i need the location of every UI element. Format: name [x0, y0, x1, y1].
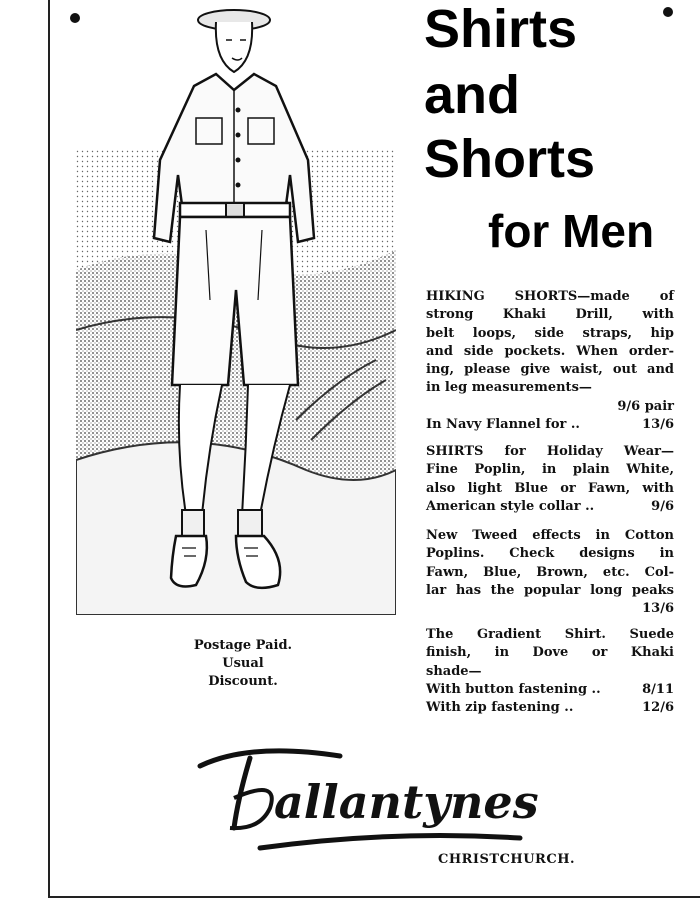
left-border-rule: [48, 0, 50, 898]
headline-for-men: for Men: [488, 205, 655, 257]
shirts-line: Fine Poplin, in plain White,: [426, 462, 674, 478]
gradient-shirt-block: [426, 626, 674, 717]
hiking-line: ing, please give waist, out and: [426, 362, 674, 378]
shirts-line: SHIRTS for Holiday Wear—: [426, 444, 674, 459]
button-fastening-price: 8/11: [642, 681, 674, 697]
flannel-row: [426, 416, 674, 434]
hiking-line: strong Khaki Drill, with: [426, 307, 674, 323]
tweed-price: 13/6: [642, 601, 674, 617]
print-dot-right: [663, 7, 673, 17]
zip-fastening-row: [426, 699, 674, 717]
man-in-shirt-and-shorts-illustration: [76, 0, 396, 615]
flannel-label: In Navy Flannel for ..: [426, 417, 580, 433]
collar-label: American style collar ..: [426, 498, 595, 514]
zip-fastening-price: 12/6: [642, 700, 674, 716]
tweed-line: Fawn, Blue, Brown, etc. Col-: [426, 564, 674, 580]
bottom-border-rule: [48, 896, 700, 898]
headline-shorts: Shorts: [424, 129, 596, 189]
zip-fastening-label: With zip fastening ..: [426, 700, 574, 716]
button-fastening-label: With button fastening ..: [426, 681, 601, 697]
postage-paid: Postage Paid.: [193, 638, 293, 653]
headline-shirts: Shirts: [424, 0, 578, 59]
hiking-last-line: in leg measurements—: [426, 380, 592, 396]
gradient-line: finish, in Dove or Khaki: [426, 645, 674, 661]
tweed-line: lar has the popular long peaks: [426, 582, 674, 598]
hiking-line: belt loops, side straps, hip: [426, 325, 674, 341]
hiking-line: and side pockets. When order-: [426, 343, 674, 359]
collar-price: 9/6: [651, 498, 674, 514]
hiking-price: 9/6 pair: [617, 398, 674, 414]
shirts-block: [426, 443, 674, 516]
ballantynes-logo: [190, 738, 550, 858]
collar-row: [426, 498, 674, 516]
location-christchurch: CHRISTCHURCH.: [438, 852, 576, 867]
postage-note: [183, 637, 303, 691]
flannel-price: 13/6: [642, 417, 674, 433]
gradient-shade: shade—: [426, 663, 482, 679]
headline-and: and: [424, 65, 521, 125]
hiking-shorts-block: [426, 288, 674, 434]
tweed-line: New Tweed effects in Cotton: [426, 528, 674, 543]
tweed-block: [426, 527, 674, 618]
tweed-line: Poplins. Check designs in: [426, 546, 674, 562]
button-fastening-row: [426, 681, 674, 699]
hiking-line: HIKING SHORTS—made of: [426, 289, 674, 304]
postage-usual: Usual: [222, 656, 264, 671]
shirts-line: also light Blue or Fawn, with: [426, 480, 674, 496]
postage-discount: Discount.: [208, 674, 278, 689]
svg-text:allantynes: allantynes: [274, 775, 539, 829]
gradient-line: The Gradient Shirt. Suede: [426, 627, 674, 642]
